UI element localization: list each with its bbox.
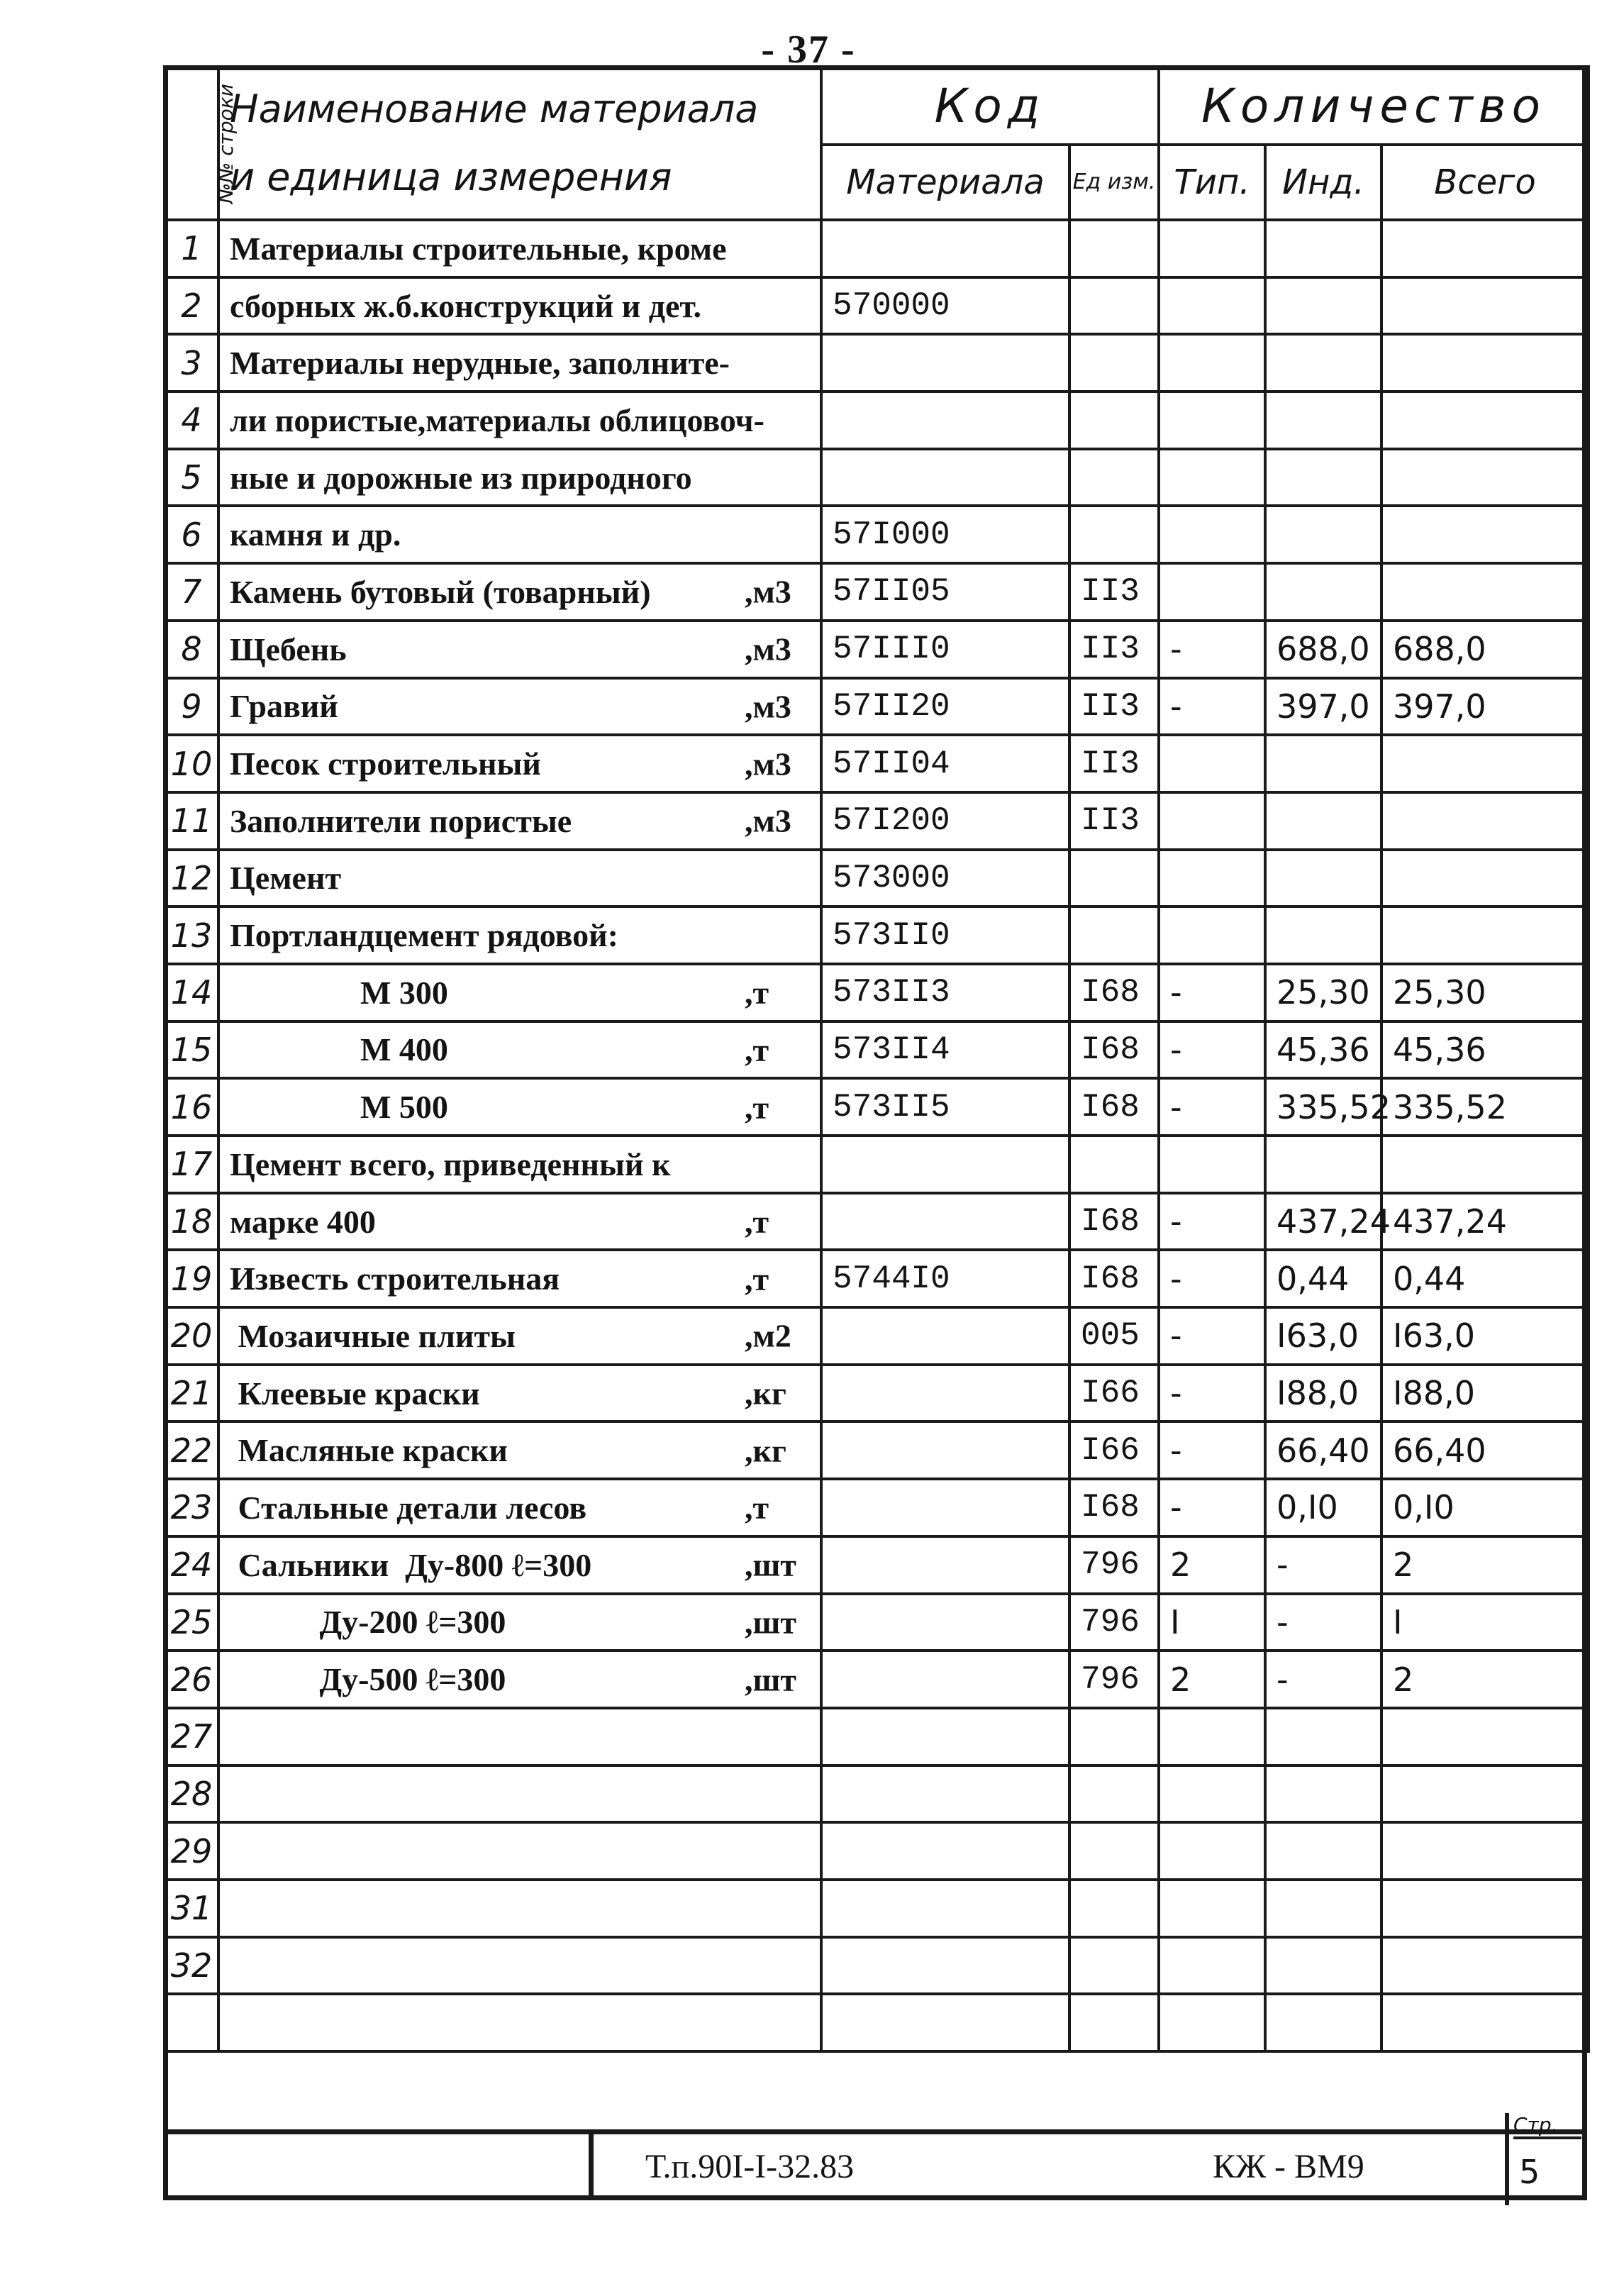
material-name-text: М 400: [230, 1031, 448, 1068]
material-name-text: Цемент всего, приведенный к: [230, 1146, 671, 1182]
row-number: 24: [165, 1536, 218, 1594]
qty-total: 335,52: [1381, 1078, 1589, 1136]
qty-total: 0,I0: [1381, 1479, 1589, 1536]
measure-unit: ,шт: [745, 1661, 796, 1698]
unit-code: 796: [1069, 1594, 1159, 1651]
unit-code: II3: [1069, 792, 1159, 850]
title-block-empty-cell: [163, 2134, 594, 2200]
material-name-text: М 300: [230, 974, 448, 1011]
qty-total: 45,36: [1381, 1021, 1589, 1079]
material-code: 57III0: [821, 621, 1069, 678]
material-name-text: Щебень: [230, 631, 347, 667]
qty-typ: -: [1159, 1021, 1265, 1079]
material-name-text: Материалы строительные, кроме: [230, 230, 727, 267]
unit-code: 005: [1069, 1307, 1159, 1365]
row-number: 26: [165, 1651, 218, 1708]
unit-code: I68: [1069, 1021, 1159, 1079]
row-number: 20: [165, 1307, 218, 1365]
row-number: 4: [165, 392, 218, 449]
material-name-text: камня и др.: [230, 516, 401, 553]
material-code: 573II3: [821, 964, 1069, 1021]
unit-code: 796: [1069, 1651, 1159, 1708]
material-code: 573II4: [821, 1021, 1069, 1079]
header-name-line1: Наименование материала: [230, 87, 759, 131]
material-name-text: Камень бутовый (товарный): [230, 573, 651, 610]
qty-ind: I63,0: [1265, 1307, 1381, 1365]
qty-typ: 2: [1159, 1536, 1265, 1594]
qty-total: 397,0: [1381, 678, 1589, 736]
qty-typ: -: [1159, 621, 1265, 678]
qty-total: 25,30: [1381, 964, 1589, 1021]
qty-typ: -: [1159, 678, 1265, 736]
material-name-text: Мозаичные плиты: [230, 1317, 516, 1354]
measure-unit: ,т: [745, 974, 769, 1011]
measure-unit: ,м2: [745, 1317, 791, 1354]
material-code: 573000: [821, 850, 1069, 907]
qty-total: 0,44: [1381, 1250, 1589, 1307]
measure-unit: ,м3: [745, 688, 791, 725]
material-name-text: Цемент: [230, 860, 342, 897]
qty-typ: I: [1159, 1594, 1265, 1651]
material-code: 57II05: [821, 563, 1069, 621]
row-number: 17: [165, 1136, 218, 1193]
material-code: 57II20: [821, 678, 1069, 736]
material-name-text: Известь строительная: [230, 1260, 560, 1297]
row-number: 32: [165, 1937, 218, 1995]
row-number: 12: [165, 850, 218, 907]
qty-ind: 437,24: [1265, 1193, 1381, 1251]
material-name-text: Заполнители пористые: [230, 802, 572, 839]
material-name-text: Ду-200 ℓ=300: [230, 1604, 506, 1641]
row-number: 29: [165, 1822, 218, 1880]
measure-unit: ,т: [745, 1089, 769, 1126]
unit-code: I68: [1069, 1193, 1159, 1251]
row-number: 16: [165, 1078, 218, 1136]
material-name-text: Гравий: [230, 688, 338, 725]
row-number: 22: [165, 1421, 218, 1479]
row-number: 15: [165, 1021, 218, 1079]
qty-total: 437,24: [1381, 1193, 1589, 1251]
qty-ind: 397,0: [1265, 678, 1381, 736]
header-name-line2: и единица измерения: [230, 155, 672, 199]
material-code: 5744I0: [821, 1250, 1069, 1307]
measure-unit: ,кг: [745, 1375, 786, 1412]
qty-typ: -: [1159, 964, 1265, 1021]
row-number: 14: [165, 964, 218, 1021]
qty-typ: -: [1159, 1250, 1265, 1307]
unit-code: II3: [1069, 563, 1159, 621]
row-number: 27: [165, 1708, 218, 1765]
material-code: 57II04: [821, 735, 1069, 792]
unit-code: I68: [1069, 964, 1159, 1021]
title-block: [163, 2113, 1587, 2200]
qty-total: 66,40: [1381, 1421, 1589, 1479]
measure-unit: ,шт: [745, 1604, 796, 1641]
header-code-unit: Ед изм.: [1069, 145, 1159, 220]
row-number: 7: [165, 563, 218, 621]
unit-code: I66: [1069, 1365, 1159, 1422]
qty-total: I63,0: [1381, 1307, 1589, 1365]
material-code: 57I000: [821, 506, 1069, 563]
material-name-text: ли пористые,материалы облицовоч-: [230, 401, 764, 438]
row-number: 2: [165, 277, 218, 335]
unit-code: I68: [1069, 1479, 1159, 1536]
qty-total: I88,0: [1381, 1365, 1589, 1422]
row-number: 31: [165, 1880, 218, 1937]
row-number: 10: [165, 735, 218, 792]
page-frame: [163, 65, 1587, 2200]
header-qty-ind: Инд.: [1265, 145, 1381, 220]
qty-total: 2: [1381, 1536, 1589, 1594]
row-number: 11: [165, 792, 218, 850]
header-code: Код: [821, 67, 1159, 145]
measure-unit: ,шт: [745, 1546, 796, 1583]
measure-unit: ,т: [745, 1489, 769, 1526]
unit-code: II3: [1069, 678, 1159, 736]
qty-ind: 0,44: [1265, 1250, 1381, 1307]
material-name-text: Масляные краски: [230, 1432, 508, 1469]
material-name-text: Песок строительный: [230, 745, 541, 782]
document-code: Т.п.90I-I-32.83: [645, 2148, 855, 2185]
material-name-text: Портландцемент рядовой:: [230, 917, 619, 954]
row-number: 13: [165, 907, 218, 964]
material-name-text: М 500: [230, 1089, 448, 1126]
qty-ind: 45,36: [1265, 1021, 1381, 1079]
qty-ind: -: [1265, 1651, 1381, 1708]
material-name-text: ные и дорожные из природного: [230, 459, 692, 496]
row-number: 6: [165, 506, 218, 563]
qty-ind: -: [1265, 1536, 1381, 1594]
qty-typ: -: [1159, 1421, 1265, 1479]
unit-code: I68: [1069, 1250, 1159, 1307]
header-qty-typ: Тип.: [1159, 145, 1265, 220]
qty-typ: -: [1159, 1365, 1265, 1422]
qty-typ: -: [1159, 1193, 1265, 1251]
measure-unit: ,м3: [745, 631, 791, 667]
qty-typ: -: [1159, 1307, 1265, 1365]
material-name-text: марке 400: [230, 1203, 376, 1240]
row-number: 25: [165, 1594, 218, 1651]
qty-typ: 2: [1159, 1651, 1265, 1708]
sheet-label: Стр.: [1513, 2113, 1581, 2139]
header-code-material: Материала: [821, 145, 1069, 220]
qty-ind: 688,0: [1265, 621, 1381, 678]
document-mark: КЖ - ВМ9: [1213, 2148, 1364, 2185]
material-code: 570000: [821, 277, 1069, 335]
material-name-text: Ду-500 ℓ=300: [230, 1661, 506, 1698]
measure-unit: ,т: [745, 1203, 769, 1240]
row-number: 19: [165, 1250, 218, 1307]
material-name-text: Стальные детали лесов: [230, 1489, 587, 1526]
qty-ind: 25,30: [1265, 964, 1381, 1021]
qty-ind: -: [1265, 1594, 1381, 1651]
row-number: 9: [165, 678, 218, 736]
measure-unit: ,т: [745, 1260, 769, 1297]
qty-ind: 66,40: [1265, 1421, 1381, 1479]
qty-total: 2: [1381, 1651, 1589, 1708]
unit-code: 796: [1069, 1536, 1159, 1594]
page-number: - 37 -: [761, 28, 856, 72]
row-number: 1: [165, 220, 218, 277]
row-number: 28: [165, 1765, 218, 1823]
material-code: 573II5: [821, 1078, 1069, 1136]
row-number: 21: [165, 1365, 218, 1422]
measure-unit: ,м3: [745, 802, 791, 839]
measure-unit: ,м3: [745, 573, 791, 610]
material-name-text: Сальники Ду-800 ℓ=300: [230, 1546, 592, 1583]
unit-code: II3: [1069, 735, 1159, 792]
sheet-number: 5: [1519, 2153, 1540, 2191]
qty-typ: -: [1159, 1078, 1265, 1136]
header-row-number: №№ строки: [165, 67, 218, 220]
qty-ind: I88,0: [1265, 1365, 1381, 1422]
material-code: 57I200: [821, 792, 1069, 850]
measure-unit: ,м3: [745, 745, 791, 782]
unit-code: I68: [1069, 1078, 1159, 1136]
material-name-text: Клеевые краски: [230, 1375, 480, 1412]
material-code: 573II0: [821, 907, 1069, 964]
row-number: 18: [165, 1193, 218, 1251]
qty-ind: 335,52: [1265, 1078, 1381, 1136]
material-name-text: Материалы нерудные, заполните-: [230, 345, 730, 382]
row-number: 8: [165, 621, 218, 678]
qty-ind: 0,I0: [1265, 1479, 1381, 1536]
row-number: 23: [165, 1479, 218, 1536]
qty-typ: -: [1159, 1479, 1265, 1536]
sheet-box: [1505, 2113, 1587, 2205]
row-number: 3: [165, 334, 218, 392]
unit-code: I66: [1069, 1421, 1159, 1479]
qty-total: I: [1381, 1594, 1589, 1651]
material-name-text: сборных ж.б.конструкций и дет.: [230, 287, 702, 324]
header-qty-total: Всего: [1381, 145, 1589, 220]
row-number: 5: [165, 449, 218, 506]
header-quantity: Количество: [1159, 67, 1589, 145]
measure-unit: ,кг: [745, 1432, 786, 1469]
unit-code: II3: [1069, 621, 1159, 678]
measure-unit: ,т: [745, 1031, 769, 1068]
qty-total: 688,0: [1381, 621, 1589, 678]
